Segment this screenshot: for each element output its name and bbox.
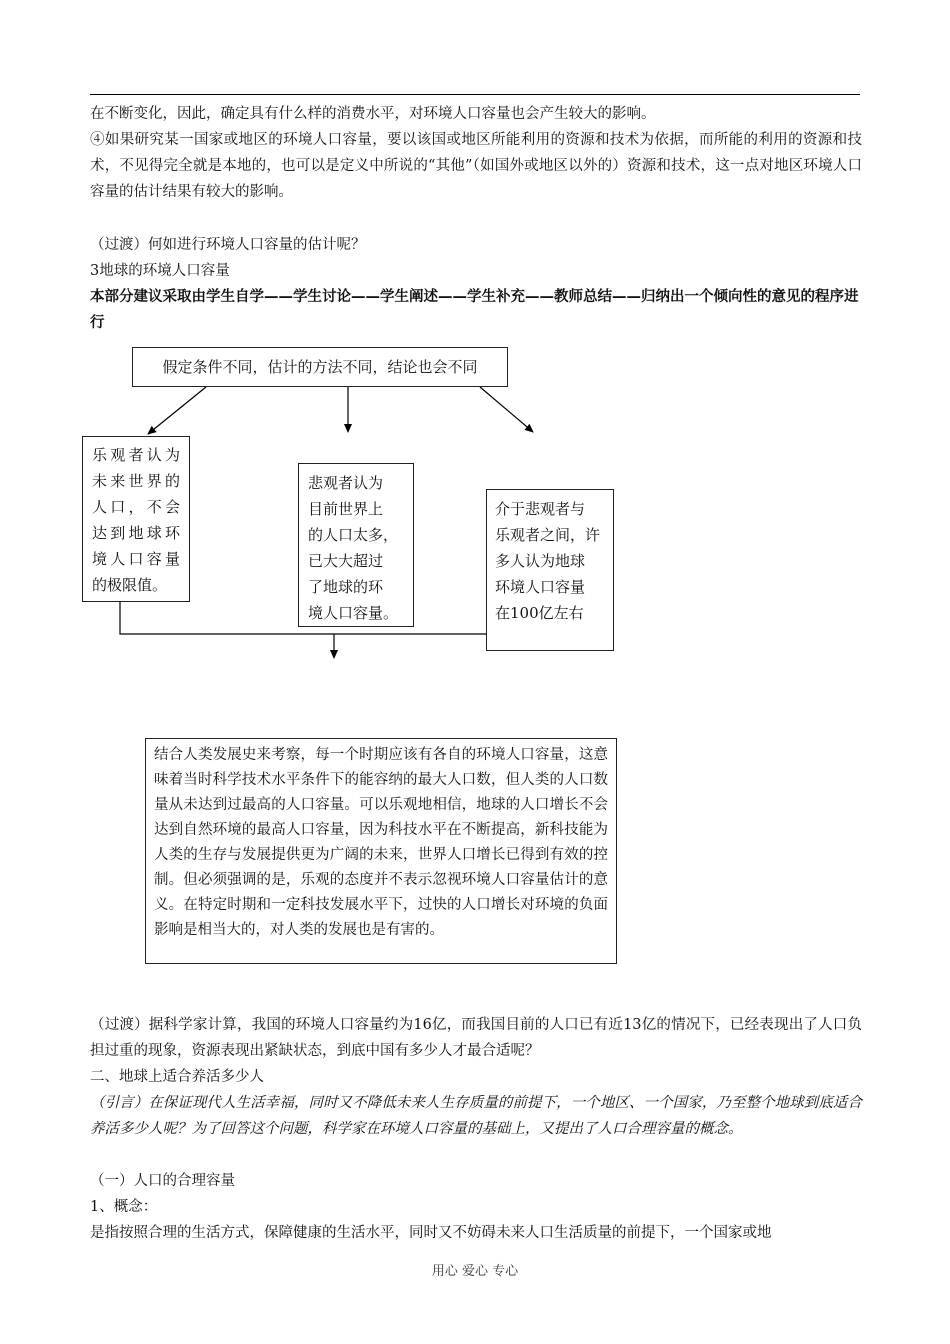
- pessimist-line: 目前世界上: [308, 500, 384, 518]
- optimist-line: 境人口容量: [92, 550, 180, 568]
- conclusion-text: 结合人类发展史来考察，每一个时期应该有各自的环境人口容量，这意味着当时科学技术水平条件下的能容纳的最大人口数，但人类的人口数量从未达到过最高的人口容量。可以乐观地相信，地球的人口增长不会达到自然环境的最高人口容量，因为科技水平在不断提高，新科技能为人类的生存与发展提供更为广阔的未来，世界人口增长已得到有效的控制。但必须强调的是，乐观的态度并不表示忽视环境人口容量估计的意义。在特定时期和一定科技发展水平下，过快的人口增长对环境的负面影响是相当大的，对人类的发展也是有害的。: [154, 747, 608, 938]
- moderate-line: 环境人口容量: [495, 578, 586, 596]
- moderate-line: 乐观者之间，许: [495, 526, 601, 544]
- optimist-view-box: [82, 436, 190, 602]
- pessimist-view-box: [298, 463, 414, 627]
- paragraph-transition-1: （过渡）何如进行环境人口容量的估计呢？: [90, 237, 366, 253]
- pessimist-line: 境人口容量。: [308, 604, 399, 622]
- moderate-line: 介于悲观者与: [495, 500, 586, 518]
- paragraph-consumption: 在不断变化，因此，确定具有什么样的消费水平，对环境人口容量也会产生较大的影响。: [90, 106, 656, 122]
- optimist-line: 乐观者认为: [92, 446, 180, 464]
- optimist-line: 的极限值。: [92, 576, 168, 594]
- concept-definition: 是指按照合理的生活方式，保障健康的生活水平，同时又不妨碍未来人口生活质量的前提下，一个国家或地: [90, 1225, 772, 1241]
- teaching-suggestion: 本部分建议采取由学生自学——学生讨论——学生阐述——学生补充——教师总结——归纳出一个倾向性的意见的程序进行: [90, 289, 859, 331]
- header-rule: [90, 94, 860, 95]
- pessimist-line: 悲观者认为: [308, 474, 384, 492]
- arrow-to-moderate: [480, 387, 533, 432]
- section-heading-3: 3地球的环境人口容量: [90, 263, 230, 279]
- section-heading-2: 二、地球上适合养活多少人: [90, 1069, 264, 1085]
- premise-text: 假定条件不同，估计的方法不同，结论也会不同: [162, 358, 478, 376]
- conclusion-box: [145, 738, 617, 964]
- moderate-line: 多人认为地球: [495, 552, 586, 570]
- moderate-view-box: [486, 489, 614, 651]
- moderate-line: 在100亿左右: [495, 604, 584, 622]
- optimist-line: 人口，不会: [92, 498, 180, 516]
- optimist-line: 达到地球环: [92, 524, 180, 542]
- pessimist-line: 了地球的环: [308, 578, 384, 596]
- concept-label: 1、概念：: [90, 1199, 158, 1215]
- arrow-to-optimist: [148, 387, 206, 434]
- paragraph-point-4: ④如果研究某一国家或地区的环境人口容量，要以该国或地区所能利用的资源和技术为依据，而所能的利用的资源和技术，不见得完全就是本地的，也可以是定义中所说的“其他”（如国外或地区以外的）资源和技术，这一点对地区环境人口容量的估计结果有较大的影响。: [90, 132, 862, 200]
- optimist-line: 未来世界的: [92, 472, 180, 490]
- diagram-premise-box: [132, 347, 508, 387]
- subsection-heading: （一）人口的合理容量: [90, 1173, 235, 1189]
- pessimist-line: 的人口太多，: [308, 526, 399, 544]
- paragraph-transition-2: （过渡）据科学家计算，我国的环境人口容量约为16亿，而我国目前的人口已有近13亿的情况下，已经表现出了人口负担过重的现象，资源表现出紧缺状态，到底中国有多少人才最合适呢？: [90, 1017, 862, 1059]
- pessimist-line: 已大大超过: [308, 552, 384, 570]
- paragraph-introduction: （引言）在保证现代人生活幸福，同时又不降低未来人生存质量的前提下，一个地区、一个国家，乃至整个地球到底适合养活多少人呢？为了回答这个问题，科学家在环境人口容量的基础上，又提出了人口合理容量的概念。: [90, 1095, 862, 1137]
- page-footer: 用心 爱心 专心: [431, 1264, 519, 1279]
